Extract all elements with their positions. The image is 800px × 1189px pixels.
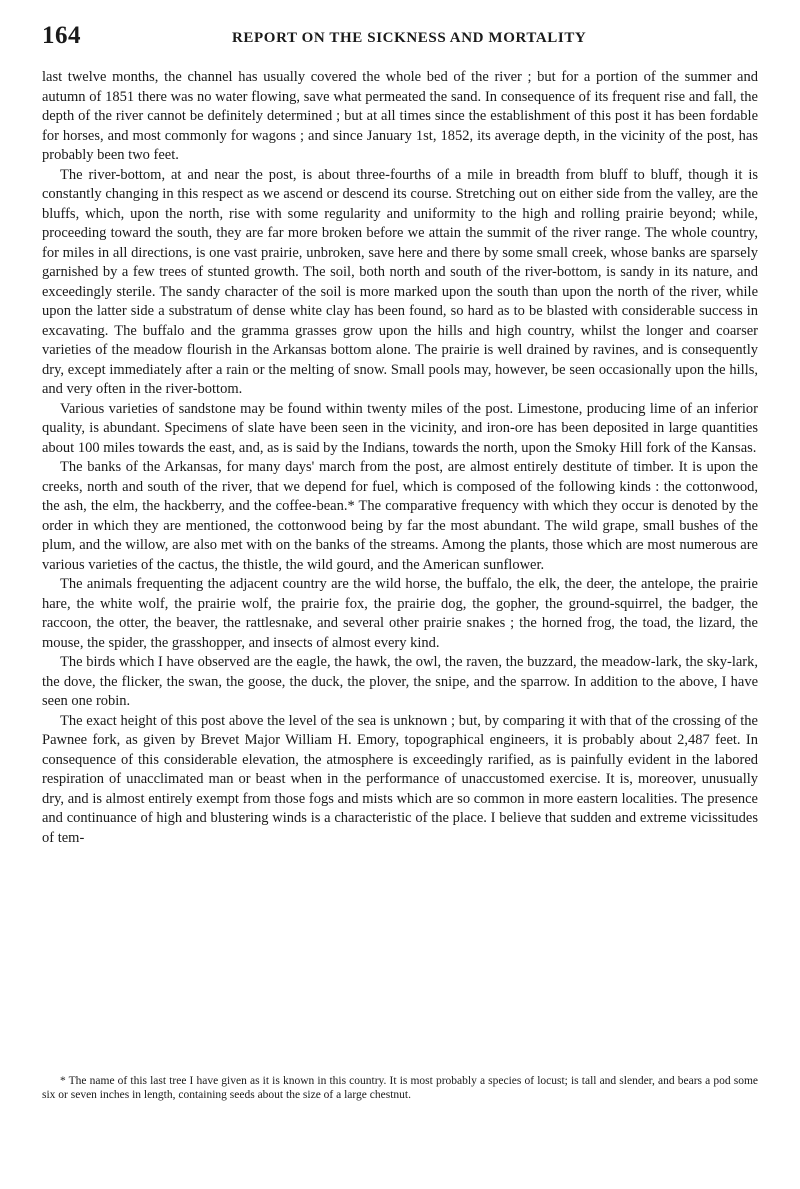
paragraph-birds: The birds which I have observed are the eagle, the hawk, the owl, the raven, the buzzard, the meadow-lark, the sky-lark, the dove, the flicker, the swan, the goose, the duck, the plover, the snipe, and the sparrow. In addition to the above, I have seen one robin. [42,654,758,709]
running-head: REPORT ON THE SICKNESS AND MORTALITY [232,30,587,46]
page-number: 164 [42,22,81,49]
paragraph-timber: The banks of the Arkansas, for many days' march from the post, are almost entirely destitute of timber. It is upon the creeks, north and south of the river, that we depend for fuel, which is composed of the following kinds : the cottonwood, the ash, the elm, the hackberry, and the coffee-bean.* The comparative frequency with which they occur is denoted by the order in which they are mentioned, the cottonwood being by far the most abundant. The wild grape, small bushes of the plum, and the willow, are also met with on the banks of the streams. Among the plants, those which are most numerous are various varieties of the cactus, the thistle, the wild gourd, and the American sunflower. [42,459,758,573]
paragraph-river-bottom: The river-bottom, at and near the post, is about three-fourths of a mile in breadth from bluff to bluff, though it is constantly changing in this respect as we ascend or descend its course. Stretching out on either side from the valley, are the bluffs, which, upon the north, rise with some regularity and uniformity to the high and rolling prairie beyond; while, proceeding toward the south, they are far more broken before we attain the summit of the river range. The whole country, for miles in all directions, is one vast prairie, unbroken, save here and there by some small creek, whose banks are sparsely garnished by a few trees of stunted growth. The soil, both north and south of the river-bottom, is sandy in its nature, and exceedingly sterile. The sandy character of the soil is more marked upon the south than upon the north of the river, while upon the latter side a substratum of dense white clay has been found, so hard as to be blasted with considerable success in excavating. The buffalo and the gramma grasses grow upon the hills and high country, whilst the longer and coarser varieties of the meadow flourish in the Arkansas bottom alone. The prairie is well drained by ravines, and is consequently dry, except immediately after a rain or the melting of snow. Small pools may, however, be seen occasionally upon the hills, and very often in the river-bottom. [42,166,758,397]
paragraph-elevation-climate: The exact height of this post above the level of the sea is unknown ; but, by comparing it with that of the crossing of the Pawnee fork, as given by Brevet Major William H. Emory, topographical engineers, it is probably about 2,487 feet. In consequence of this considerable elevation, the atmosphere is exceedingly rarified, as is painfully evident in the labored respiration of unacclimated man or beast when in the performance of unaccustomed exercise. It is, moreover, unusually dry, and is almost entirely exempt from those fogs and mists which are so common in more eastern localities. The presence and continuance of high and blustering winds is a characteristic of the place. I believe that sudden and extreme vicissitudes of tem- [42,712,758,846]
paragraph-minerals: Various varieties of sandstone may be found within twenty miles of the post. Limestone, producing lime of an inferior quality, is abundant. Specimens of slate have been seen in the vicinity, and iron-ore has been deposited in large quantities about 100 miles towards the east, and, as is said by the Indians, towards the north, upon the Smoky Hill fork of the Kansas. [42,400,758,456]
page-header [42,22,758,54]
body-text [42,68,758,848]
paragraph-animals: The animals frequenting the adjacent country are the wild horse, the buffalo, the elk, the deer, the antelope, the prairie hare, the white wolf, the prairie wolf, the prairie fox, the prairie dog, the gopher, the ground-squirrel, the badger, the raccoon, the otter, the beaver, the rattlesnake, and several other prairie snakes ; the horned frog, the toad, the lizard, the mouse, the spider, the grasshopper, and insects of almost every kind. [42,576,758,651]
footnote: * The name of this last tree I have given as it is known in this country. It is most probably a species of locust; is tall and slender, and bears a pod some six or seven inches in length, containing seeds about the size of a large chestnut. [42,1075,758,1101]
paragraph-river-channel: last twelve months, the channel has usually covered the whole bed of the river ; but for a portion of the summer and autumn of 1851 there was no water flowing, save what permeated the sand. In consequence of its frequent rise and fall, the depth of the river cannot be definitely determined ; but at all times since the establishment of this post it has been fordable for horses, and most commonly for wagons ; and since January 1st, 1852, its average depth, in the vicinity of the post, has probably been two feet. [42,69,758,163]
